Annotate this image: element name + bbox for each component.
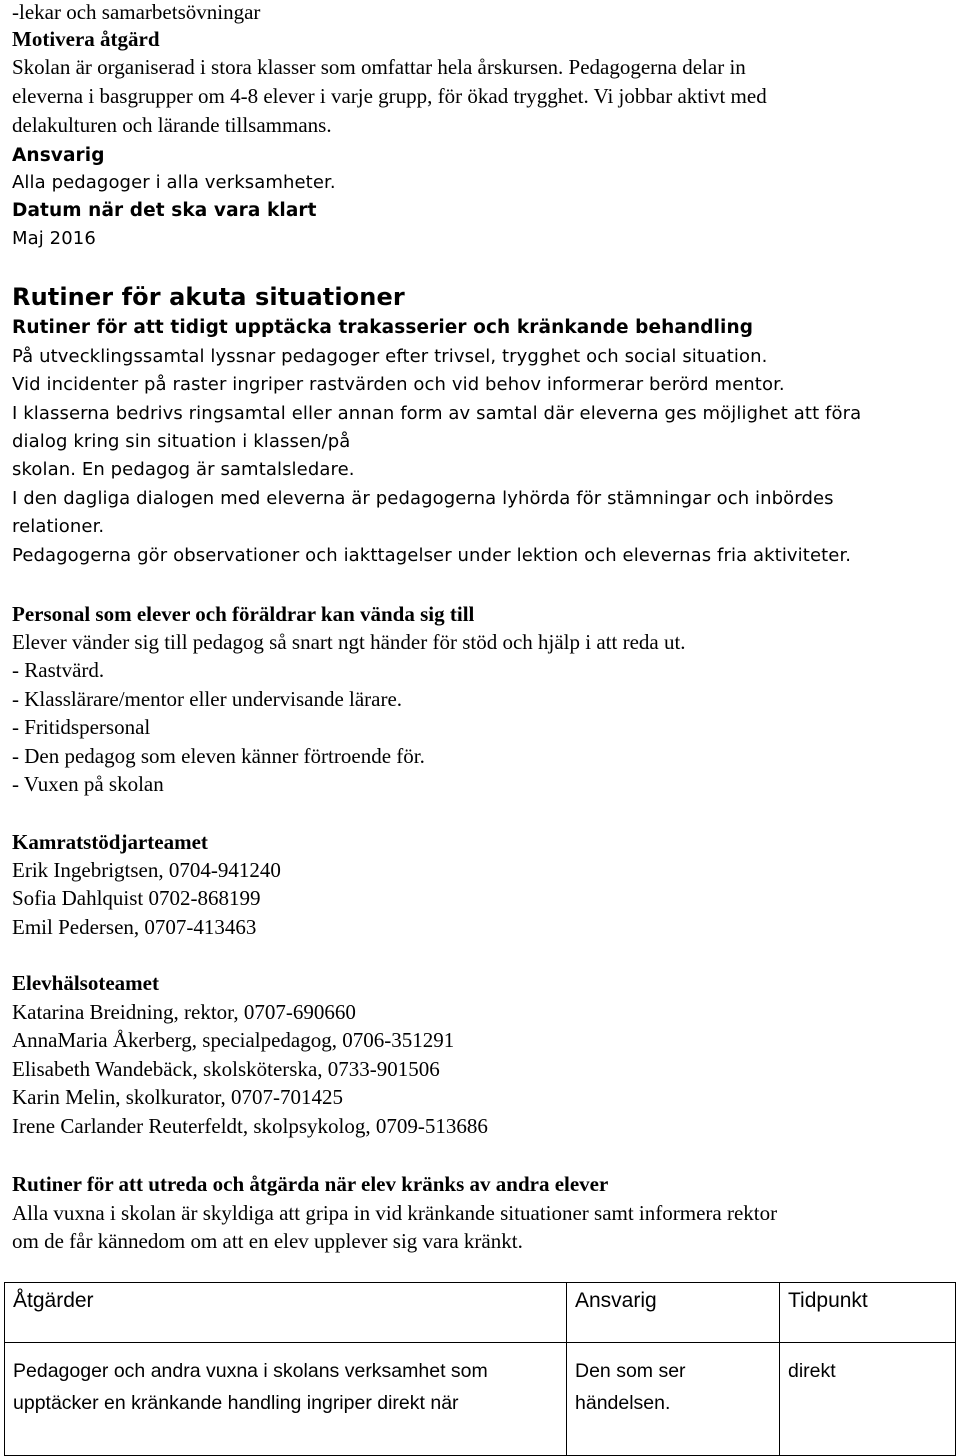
elevhalsa-member: Karin Melin, skolkurator, 0707-701425 (12, 1085, 344, 1109)
elevhalsa-member: AnnaMaria Åkerberg, specialpedagog, 0706-351291 (12, 1028, 455, 1052)
table-header-cell: Tidpunkt (780, 1283, 956, 1343)
personal-line: Elever vänder sig till pedagog så snart ngt händer för stöd och hjälp i att reda ut. (12, 630, 686, 654)
akuta-text-line: skolan. En pedagog är samtalsledare. (12, 459, 355, 480)
atgard-table (4, 1282, 956, 1456)
akuta-text-line: På utvecklingssamtal lyssnar pedagoger efter trivsel, trygghet och social situation. (12, 346, 768, 367)
cell-line: direkt (788, 1360, 836, 1382)
utreda-heading: Rutiner för att utreda och åtgärda när elev kränks av andra elever (12, 1172, 609, 1196)
utreda-line: Alla vuxna i skolan är skyldiga att gripa in vid kränkande situationer samt informera rektor (12, 1201, 778, 1225)
personal-line: - Fritidspersonal (12, 715, 151, 739)
personal-heading: Personal som elever och föräldrar kan vända sig till (12, 602, 475, 626)
motivera-heading: Motivera åtgärd (12, 27, 160, 51)
kamratstod-member: Sofia Dahlquist 0702-868199 (12, 886, 261, 910)
personal-line: - Klasslärare/mentor eller undervisande lärare. (12, 687, 403, 711)
elevhalsa-member: Irene Carlander Reuterfeldt, skolpsykolog, 0709-513686 (12, 1114, 488, 1138)
cell-line: händelsen. (575, 1392, 671, 1414)
motivera-text-line: eleverna i basgrupper om 4-8 elever i varje grupp, för ökad trygghet. Vi jobbar aktivt med (12, 84, 767, 108)
elevhalsa-member: Katarina Breidning, rektor, 0707-690660 (12, 1000, 356, 1024)
ansvarig-text: Alla pedagoger i alla verksamheter. (12, 172, 336, 193)
cell-line: Pedagoger och andra vuxna i skolans verksamhet som (13, 1360, 488, 1382)
datum-text: Maj 2016 (12, 228, 96, 249)
table-header-row (5, 1283, 956, 1343)
akuta-text-line: Vid incidenter på raster ingriper rastvärden och vid behov informerar berörd mentor. (12, 374, 785, 395)
personal-line: - Den pedagog som eleven känner förtroende för. (12, 744, 425, 768)
akuta-text-line: relationer. (12, 516, 105, 537)
kamratstod-member: Erik Ingebrigtsen, 0704-941240 (12, 858, 281, 882)
intro-line: -lekar och samarbetsövningar (12, 0, 261, 24)
motivera-text-line: Skolan är organiserad i stora klasser som omfattar hela årskursen. Pedagogerna delar in (12, 55, 746, 79)
motivera-text-line: delakulturen och lärande tillsammans. (12, 113, 332, 137)
subheading-tidigt: Rutiner för att tidigt upptäcka trakasserier och kränkande behandling (12, 317, 754, 338)
table-cell-tidpunkt (780, 1343, 956, 1456)
personal-line: - Rastvärd. (12, 658, 105, 682)
table-cell-atgard (5, 1343, 567, 1456)
elevhalsa-heading: Elevhälsoteamet (12, 971, 159, 995)
table-cell-ansvarig (567, 1343, 780, 1456)
cell-line: upptäcker en kränkande handling ingriper direkt när (13, 1392, 459, 1414)
kamratstod-heading: Kamratstödjarteamet (12, 830, 208, 854)
elevhalsa-member: Elisabeth Wandebäck, skolsköterska, 0733-901506 (12, 1057, 440, 1081)
akuta-text-line: dialog kring sin situation i klassen/på (12, 431, 351, 452)
ansvarig-heading: Ansvarig (12, 145, 105, 166)
table-header-cell: Ansvarig (567, 1283, 780, 1343)
cell-line: Den som ser (575, 1360, 686, 1382)
datum-heading: Datum när det ska vara klart (12, 200, 317, 221)
section-title-akuta: Rutiner för akuta situationer (12, 283, 405, 311)
kamratstod-member: Emil Pedersen, 0707-413463 (12, 915, 257, 939)
akuta-text-line: Pedagogerna gör observationer och iakttagelser under lektion och elevernas fria aktiviteter. (12, 545, 852, 566)
akuta-text-line: I den dagliga dialogen med eleverna är pedagogerna lyhörda för stämningar och inbördes (12, 488, 834, 509)
table-header-cell: Åtgärder (5, 1283, 567, 1343)
personal-line: - Vuxen på skolan (12, 772, 164, 796)
utreda-line: om de får kännedom om att en elev upplever sig vara kränkt. (12, 1229, 523, 1253)
akuta-text-line: I klasserna bedrivs ringsamtal eller annan form av samtal där eleverna ges möjlighet att föra (12, 403, 862, 424)
table-row (5, 1343, 956, 1456)
